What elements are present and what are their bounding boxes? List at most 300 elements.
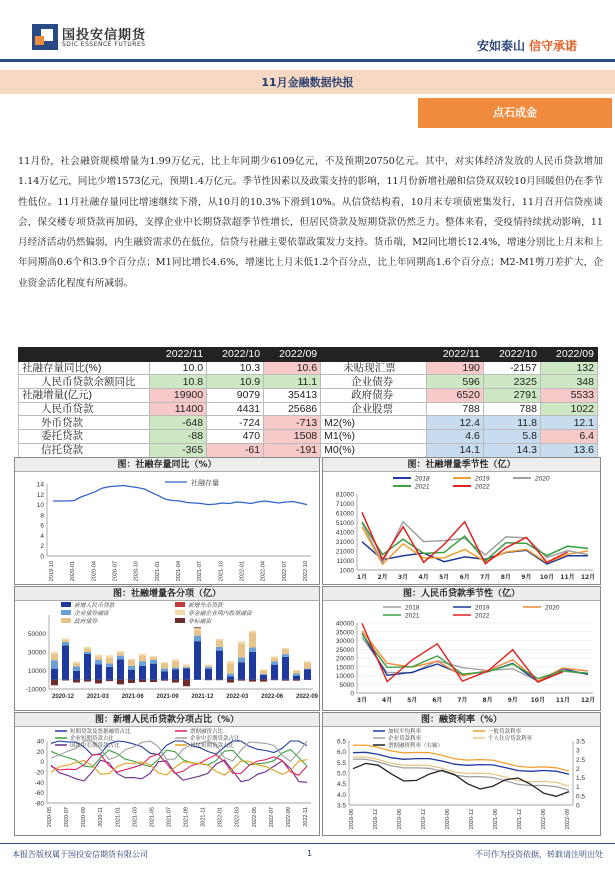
bar-segment — [249, 652, 256, 680]
bar-segment — [282, 648, 289, 649]
bar-segment — [62, 640, 69, 642]
bar-segment-negative — [150, 680, 157, 682]
table-cell: 5.8 — [483, 430, 540, 444]
legend-label: 非金融企业境内股票融资 — [188, 611, 252, 617]
bar-segment — [51, 669, 58, 680]
table-cell: -88 — [150, 430, 207, 444]
bar-segment — [84, 652, 91, 654]
bar-segment — [227, 663, 234, 673]
column-tag: 点石成金 — [418, 98, 612, 128]
bar-segment — [95, 657, 102, 660]
table-header-cell: 2022/11 — [150, 348, 207, 362]
y-tick-label: 12 — [36, 491, 44, 499]
x-tick-label: 2021-12 — [517, 809, 523, 830]
table-row-label: 企业债券 — [321, 375, 427, 389]
y-tick-label: 40 — [36, 738, 44, 746]
table-header-cell: 2022/10 — [483, 348, 540, 362]
x-tick-label: 4月 — [418, 574, 429, 581]
chart-tsf-seasonal — [322, 457, 601, 585]
table-row-label: M0(%) — [321, 443, 427, 457]
x-tick-label: 2021-09 — [183, 807, 190, 828]
x-tick-label: 1月 — [356, 574, 368, 581]
table-cell: 1022 — [540, 402, 597, 416]
bar-segment-negative — [139, 680, 146, 682]
y-tick-label: 15000 — [335, 664, 354, 672]
bar-segment — [106, 655, 113, 658]
table-row — [19, 416, 598, 430]
y-tick-label: 0 — [350, 690, 354, 698]
bar-segment — [205, 664, 212, 665]
table-row — [19, 389, 598, 403]
bar-segment-negative — [73, 680, 80, 683]
x-tick-label: 2020-09 — [81, 807, 88, 828]
table-header-cell: 2022/09 — [540, 348, 597, 362]
bar-segment — [172, 659, 179, 661]
x-tick-label: 12月 — [580, 697, 596, 704]
y-tick-label: 25000 — [335, 646, 354, 654]
company-logo-icon — [32, 24, 58, 50]
x-tick-label: 4月 — [382, 697, 393, 704]
table-cell: 788 — [483, 402, 540, 416]
bar-segment — [194, 630, 201, 636]
legend-label: 2022 — [475, 612, 490, 620]
table-cell: 19900 — [150, 389, 207, 403]
y-tick-label: 50000 — [27, 631, 46, 638]
chart-loan-share — [14, 712, 320, 836]
footer-disclaimer: 不可作为投资依据，转载请注明出处 — [475, 850, 603, 859]
bar-segment — [238, 662, 245, 680]
x-tick-label: 2022-07 — [268, 807, 275, 828]
bar-segment — [172, 669, 179, 679]
legend-label: 新增外币贷款 — [188, 603, 223, 609]
y-tick-label: -80 — [34, 800, 44, 808]
bar-segment-negative — [95, 680, 102, 684]
report-title: 11月金融数据快报 — [261, 76, 354, 89]
y2-tick-label: 2 — [576, 765, 580, 773]
y-tick-label: 31000 — [335, 539, 354, 546]
series-line — [353, 763, 569, 796]
y-tick-label: 5000 — [339, 681, 354, 689]
y-tick-label: 20000 — [335, 655, 354, 663]
table-cell: 190 — [426, 361, 483, 375]
bar-segment — [150, 657, 157, 660]
table-cell: 5533 — [540, 389, 597, 403]
series-line — [353, 752, 569, 774]
table-cell: 6520 — [426, 389, 483, 403]
bar-segment — [62, 646, 69, 680]
table-cell: 1508 — [264, 430, 321, 444]
legend-label: 2018 — [415, 475, 430, 483]
table-cell: 470 — [207, 430, 264, 444]
y-tick-label: 6.5 — [336, 738, 346, 746]
bar-segment-negative — [117, 680, 124, 685]
x-tick-label: 2021-04 — [176, 561, 182, 582]
bar-segment — [161, 671, 168, 679]
y-tick-label: -20 — [34, 769, 44, 777]
x-tick-label: 5月 — [439, 574, 450, 581]
table-row — [19, 430, 598, 444]
x-tick-label: 12月 — [580, 574, 596, 581]
bar-segment — [249, 647, 256, 652]
table-row-label: 人民币贷款 — [19, 402, 150, 416]
legend-label: 政府债券 — [74, 619, 98, 625]
bar-segment — [216, 651, 223, 680]
chart-title: 图：社融存量同比（%） — [15, 458, 319, 472]
x-tick-label: 2022-03 — [226, 694, 249, 700]
table-cell: 596 — [426, 375, 483, 389]
x-tick-label: 10月 — [530, 697, 545, 704]
table-row-label: 未贴现汇票 — [321, 361, 427, 375]
bar-segment — [62, 642, 69, 646]
y-tick-label: 0 — [40, 553, 44, 561]
x-tick-label: 2019-12 — [421, 809, 427, 830]
table-header-cell: 2022/10 — [207, 348, 264, 362]
table-cell: -724 — [207, 416, 264, 430]
x-tick-label: 2018-06 — [349, 809, 355, 830]
table-row-label: 委托贷款 — [19, 430, 150, 444]
legend-label: 加权平均利率 — [388, 729, 422, 735]
x-tick-label: 2022-06 — [541, 809, 547, 830]
bar-segment — [128, 670, 135, 680]
chart-rates — [322, 712, 601, 836]
x-tick-label: 7月 — [480, 574, 491, 581]
bar-segment — [271, 658, 278, 662]
table-header-cell — [321, 348, 427, 362]
bar-segment — [194, 641, 201, 680]
x-tick-label: 2022-01 — [239, 561, 246, 582]
chart-tsf-components-svg — [15, 601, 319, 710]
legend-swatch — [175, 610, 185, 615]
legend-label: 企业贷款利率 — [388, 736, 422, 742]
y-tick-label: 10000 — [335, 673, 354, 680]
x-tick-label: 2020-01 — [70, 561, 77, 582]
table-cell: 10.3 — [207, 361, 264, 375]
table-header-cell — [19, 348, 150, 362]
x-tick-label: 2020-07 — [64, 807, 71, 828]
summary-paragraph: 11月份，社会融资规模增量为1.99万亿元，比上年同期少6109亿元，不及预期20750亿元。其中，对实体经济发放的人民币贷款增加1.14万亿元，同比少增1573亿元，预期1.4万亿元。季节性因素以及政策支持的影响，11月份新增社融和信贷双双较10月回暖但仍在季节性低位。11月社融存量同比增速继续下滑，从10月的10.3%下滑到10%。从信贷结构看，10月末专项债密集发行，11月召开信贷座谈会，保交楼专项贷款再加码，支撑企业中长期贷款超季节性增长，但居民贷款及短期贷款仍然乏力。整体来看，受疫情持续扰动影响，11月经济活动仍然偏弱，内生融资需求仍在低位，信贷与社融主要依靠政策发力支持。货币端，M2同比增长12.4%，增速分别比上月末和上年同期高0.6个和3.9个百分点；M1同比增长4.6%，增速比上月末低1.2个百分点，比上年同期高1.6个百分点；M2-M1剪刀差扩大，企业资金活化程度有所减弱。 — [18, 156, 603, 289]
table-cell: 13.6 — [540, 443, 597, 457]
bar-segment-negative — [293, 680, 300, 681]
series-line — [353, 745, 569, 771]
table-row — [19, 361, 598, 375]
y-tick-label: 71000 — [335, 501, 354, 508]
chart-loan-share-svg — [15, 727, 319, 835]
table-cell: -191 — [264, 443, 321, 457]
y-tick-label: -60 — [34, 790, 44, 798]
y2-tick-label: 1.5 — [576, 775, 586, 783]
legend-label: 国民中长期贷款占比 — [70, 743, 120, 749]
x-tick-label: 2022-09 — [565, 809, 571, 830]
bar-segment — [282, 649, 289, 654]
bar-segment — [249, 631, 256, 633]
x-tick-label: 9月 — [521, 574, 532, 581]
bar-segment — [150, 656, 157, 657]
y-tick-label: 4.0 — [336, 791, 346, 799]
bar-segment — [194, 627, 201, 628]
y-tick-label: -40 — [34, 779, 44, 787]
x-tick-label: 2022-05 — [251, 807, 258, 828]
bar-segment — [205, 666, 212, 667]
table-cell: 11.8 — [483, 416, 540, 430]
table-cell: -648 — [150, 416, 207, 430]
bar-segment — [205, 667, 212, 669]
bar-segment — [183, 668, 190, 680]
y-tick-label: 5.5 — [336, 759, 346, 767]
bar-segment — [51, 660, 58, 668]
table-cell: -2157 — [483, 361, 540, 375]
x-tick-label: 2021-07 — [197, 561, 204, 582]
legend-label: 2019 — [475, 604, 490, 612]
x-tick-label: 2020-11 — [98, 807, 105, 827]
x-tick-label: 7月 — [457, 697, 468, 704]
x-tick-label: 2019-06 — [397, 809, 403, 830]
bar-segment — [139, 654, 146, 656]
x-tick-label: 2020-06 — [445, 809, 451, 830]
bar-segment — [161, 663, 168, 669]
chart-title: 图：人民币贷款季节性（亿） — [323, 587, 600, 601]
report-header — [0, 0, 615, 58]
x-tick-label: 2020-12 — [469, 809, 475, 830]
x-tick-label: 6月 — [459, 574, 470, 581]
chart-tsf-seasonal-svg — [323, 472, 600, 584]
bar-segment — [62, 639, 69, 640]
legend-label: 2021 — [405, 612, 420, 620]
data-table — [18, 347, 598, 458]
x-tick-label: 10月 — [539, 574, 555, 581]
x-tick-label: 2022-09 — [285, 807, 292, 828]
bar-segment — [95, 660, 102, 665]
page-number: 1 — [307, 849, 313, 858]
bar-segment — [260, 670, 267, 674]
bar-segment — [51, 652, 58, 654]
table-cell: 11400 — [150, 402, 207, 416]
x-tick-label: 2020-10 — [133, 561, 140, 582]
legend-label: 企业中长期贷款占比 — [190, 736, 240, 742]
x-tick-label: 2021-03 — [132, 807, 139, 828]
bar-segment — [227, 676, 234, 679]
table-row-label: 信托贷款 — [19, 443, 150, 457]
table-cell: 788 — [426, 402, 483, 416]
table-cell: 4431 — [207, 402, 264, 416]
chart-tsf-components — [14, 586, 320, 711]
x-tick-label: 5月 — [407, 697, 418, 704]
chart-title: 图：融资利率（%） — [323, 713, 600, 727]
bar-segment-negative — [238, 680, 245, 681]
bar-segment-negative — [172, 680, 179, 683]
bar-segment-negative — [161, 680, 168, 681]
table-row — [19, 443, 598, 457]
table-cell: 348 — [540, 375, 597, 389]
table-cell: 6.4 — [540, 430, 597, 444]
table-row-label: M2(%) — [321, 416, 427, 430]
y-tick-label: 5.0 — [336, 770, 346, 778]
legend-label: 2020 — [535, 475, 550, 483]
x-tick-label: 2021-03 — [86, 694, 109, 700]
chart-loan-seasonal-svg — [323, 601, 600, 710]
legend-label: 2020 — [545, 604, 560, 612]
bar-segment-negative — [183, 680, 190, 686]
y2-tick-label: 2.5 — [576, 756, 586, 764]
y-tick-label: 2 — [40, 543, 44, 551]
legend-label: 票据融资利率（右轴） — [388, 743, 444, 749]
x-tick-label: 2021-06 — [493, 809, 499, 830]
bar-segment-negative — [84, 680, 91, 682]
x-tick-label: 2021-01 — [115, 807, 122, 828]
bar-segment — [238, 658, 245, 663]
legend-label: 2022 — [475, 483, 490, 491]
y-tick-label: 30000 — [335, 638, 354, 645]
bar-segment — [238, 644, 245, 658]
table-row-label: 企业股票 — [321, 402, 427, 416]
bar-segment — [128, 660, 135, 666]
table-cell: 25686 — [264, 402, 321, 416]
y-tick-label: 51000 — [335, 520, 354, 527]
bar-segment — [84, 654, 91, 680]
x-tick-label: 3月 — [397, 574, 409, 581]
table-cell: 9079 — [207, 389, 264, 403]
bar-segment — [106, 664, 113, 667]
y-tick-label: 10 — [36, 502, 44, 510]
table-cell: 11.1 — [264, 375, 321, 389]
x-tick-label: 3月 — [356, 697, 368, 704]
bar-segment-negative — [128, 680, 135, 683]
bar-segment — [183, 667, 190, 668]
y-tick-label: -10000 — [25, 686, 46, 694]
x-tick-label: 2022-07 — [281, 561, 288, 582]
bar-segment — [73, 671, 80, 680]
bar-segment — [304, 663, 311, 669]
x-tick-label: 2021-10 — [218, 561, 225, 582]
bar-segment — [51, 654, 58, 660]
bar-segment — [84, 647, 91, 648]
table-cell: 12.1 — [540, 416, 597, 430]
legend-label: 新增人民币贷款 — [74, 603, 115, 609]
table-cell: 2791 — [483, 389, 540, 403]
x-tick-label: 9月 — [507, 697, 518, 704]
table-cell: 10.6 — [264, 361, 321, 375]
legend-label: 2018 — [405, 604, 420, 612]
bar-segment — [293, 671, 300, 674]
x-tick-label: 2019-10 — [49, 561, 55, 582]
bar-segment — [73, 664, 80, 667]
bar-segment — [271, 665, 278, 680]
bar-segment — [106, 667, 113, 680]
x-tick-label: 6月 — [432, 697, 443, 704]
bar-segment — [161, 662, 168, 663]
bar-segment — [150, 664, 157, 680]
legend-label: 个人住房贷款利率 — [488, 736, 533, 742]
y-tick-label: 20 — [36, 748, 44, 756]
bar-segment-negative — [51, 680, 58, 686]
legend-label: 2019 — [475, 475, 490, 483]
bar-segment — [304, 669, 311, 680]
legend-label: 票据融资占比 — [190, 729, 224, 735]
footer-copyright: 本报告版权属于国投安信期货有限公司 — [12, 850, 148, 859]
bar-segment — [183, 666, 190, 667]
table-cell: 10.9 — [207, 375, 264, 389]
bar-segment — [95, 664, 102, 679]
bar-segment — [183, 664, 190, 666]
x-tick-label: 2020-04 — [91, 561, 98, 582]
x-tick-label: 2021-06 — [121, 694, 144, 700]
legend-swatch — [61, 602, 71, 607]
bar-segment — [117, 651, 124, 653]
x-tick-label: 8月 — [500, 574, 511, 581]
bar-segment — [260, 669, 267, 670]
bar-segment — [260, 674, 267, 675]
y-tick-label: 11000 — [336, 558, 354, 565]
bar-segment — [194, 636, 201, 642]
y-tick-label: 6 — [40, 522, 44, 530]
bar-segment — [172, 661, 179, 667]
bar-segment — [227, 674, 234, 677]
y-tick-label: 8 — [40, 512, 44, 520]
chart-rates-svg — [323, 727, 600, 835]
chart-title: 图：社融增量各分项（亿） — [15, 587, 319, 601]
table-row-label: 人民币贷款余额同比 — [19, 375, 150, 389]
x-tick-label: 2022-10 — [303, 561, 309, 582]
table-row-label: 社融增量(亿元) — [19, 389, 150, 403]
bar-segment — [95, 655, 102, 657]
bar-segment-negative — [249, 680, 256, 682]
table-cell: 12.4 — [426, 416, 483, 430]
slogan-part-1: 安如泰山 — [476, 39, 525, 53]
y-tick-label: 21000 — [335, 548, 354, 556]
table-header-cell: 2022/09 — [264, 348, 321, 362]
legend-label: 短期贷款及票据融资占比 — [70, 729, 131, 735]
y-tick-label: 0 — [40, 759, 44, 767]
bar-segment — [128, 666, 135, 670]
bar-segment — [293, 676, 300, 680]
y-tick-label: 14 — [36, 481, 44, 489]
chart-title: 图：新增人民币贷款分项占比（%） — [15, 713, 319, 727]
x-tick-label: 2022-06 — [261, 694, 284, 700]
table-cell: 10.0 — [150, 361, 207, 375]
chart-title: 图：社融增量季节性（亿） — [323, 458, 600, 472]
table-cell: 132 — [540, 361, 597, 375]
x-tick-label: 2021-12 — [191, 694, 214, 700]
table-header-cell: 2022/11 — [426, 348, 483, 362]
company-name-en: SDIC ESSENCE FUTURES — [62, 41, 146, 48]
table-row — [19, 402, 598, 416]
y-tick-label: 10000 — [27, 668, 46, 675]
table-cell: -365 — [150, 443, 207, 457]
bar-segment — [293, 674, 300, 676]
footer-divider — [0, 843, 615, 844]
bar-segment — [304, 661, 311, 662]
bar-segment — [271, 656, 278, 657]
table-cell: -61 — [207, 443, 264, 457]
y-tick-label: 41000 — [335, 529, 354, 537]
legend-swatch — [175, 602, 185, 607]
y-tick-label: 6.0 — [336, 749, 346, 757]
y-tick-label: 40000 — [335, 620, 354, 628]
bar-segment — [260, 675, 267, 680]
x-tick-label: 2022-04 — [260, 561, 267, 582]
bar-segment — [172, 668, 179, 670]
bar-segment — [216, 639, 223, 640]
company-name: 国投安信期货 — [62, 28, 147, 43]
x-tick-label: 2021-07 — [166, 807, 173, 828]
x-tick-label: 2018-12 — [373, 809, 379, 830]
x-tick-label: 11月 — [555, 697, 571, 704]
legend-label: 非标融资 — [188, 619, 212, 625]
y-tick-label: 4.5 — [336, 781, 346, 789]
legend-swatch — [61, 618, 71, 623]
table-cell: 10.8 — [150, 375, 207, 389]
y-tick-label: 1000 — [339, 567, 354, 575]
table-row-label: 社融存量同比(%) — [19, 361, 150, 375]
